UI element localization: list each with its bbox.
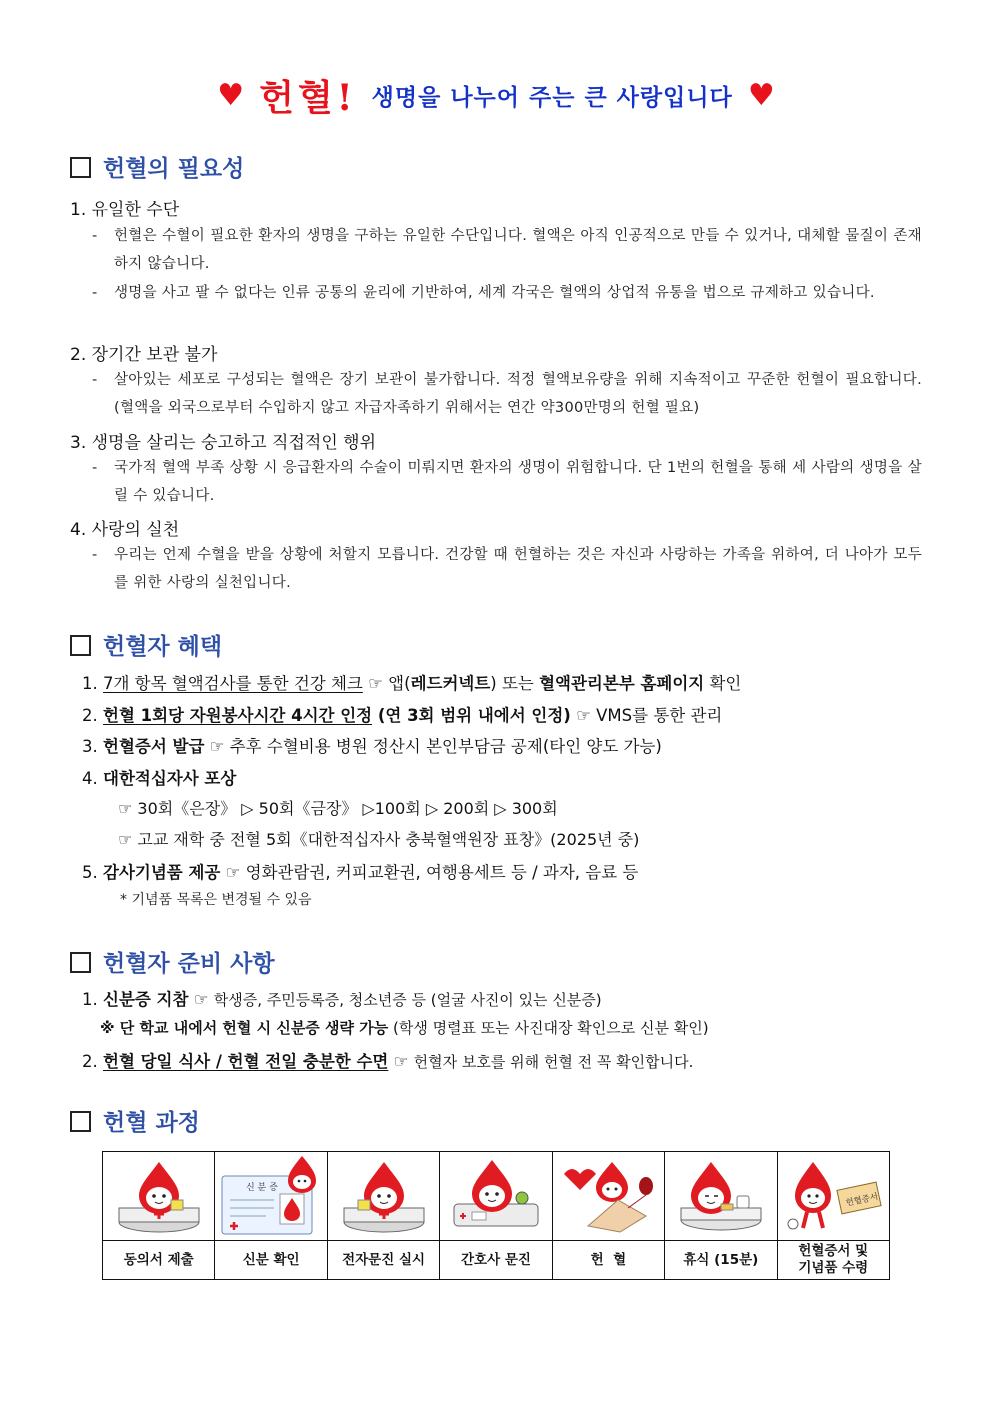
process-table (102, 1151, 890, 1280)
pointing-hand-icon: ☞ (225, 863, 241, 882)
checkbox-square-icon (70, 1111, 91, 1132)
award-levels: ☞ 30회《은장》 ▷ 50회《금장》 ▷100회 ▷ 200회 ▷ 300회 (118, 799, 558, 818)
process-step-image (103, 1152, 215, 1241)
process-step-image (440, 1152, 552, 1241)
process-step-image (552, 1152, 664, 1241)
process-step-image (215, 1152, 327, 1241)
mascot-desk-icon (109, 1156, 209, 1236)
section-heading-necessity: 헌혈의 필요성 (70, 150, 244, 183)
necessity-bullet: - 국가적 혈액 부족 상황 시 응급환자의 수술이 미뤄지면 환자의 생명이 위험합니다. 단 1번의 헌혈을 통해 세 사람의 생명을 살릴 수 있습니다. (92, 460, 922, 504)
mascot-id-card-icon (216, 1154, 326, 1238)
process-step-label: 휴식 (15분) (665, 1241, 777, 1280)
mascot-certificate-icon (783, 1156, 883, 1236)
pointing-hand-icon: ☞ (193, 990, 209, 1009)
checkbox-square-icon (70, 635, 91, 656)
necessity-bullet: - 살아있는 세포로 구성되는 혈액은 장기 보관이 불가합니다. 적정 혈액보유량을 위해 지속적이고 꾸준한 헌혈이 필요합니다. (혈액을 외국으로부터 수입하지 않고 자급자족하기 위해서는 연간 약300만명의 헌혈 필요) (92, 372, 922, 416)
section-heading-preparation: 헌혈자 준비 사항 (70, 945, 275, 978)
gift-note: * 기념품 목록은 변경될 수 있음 (120, 892, 312, 908)
preparation-note: ※ 단 학교 내에서 헌혈 시 신분증 생략 가능 (학생 명렬표 또는 사진대장 확인으로 신분 확인) (100, 1019, 709, 1037)
mascot-desk-icon (334, 1156, 434, 1236)
process-step-label: 전자문진 실시 (327, 1241, 439, 1280)
pointing-hand-icon: ☞ (576, 706, 591, 725)
benefit-item: 5. 감사기념품 제공 ☞ 영화관람권, 커피교환권, 여행용세트 등 / 과자, 음료 등 (82, 863, 639, 882)
mascot-donating-icon (558, 1156, 658, 1236)
checkbox-square-icon (70, 157, 91, 178)
necessity-item-title: 2. 장기간 보관 불가 (70, 345, 218, 365)
pointing-hand-icon: ☞ (368, 674, 383, 693)
pointing-hand-icon: ☞ (393, 1052, 409, 1071)
preparation-item: 1. 신분증 지참 ☞ 학생증, 주민등록증, 청소년증 등 (얼굴 사진이 있는 신분증) (82, 990, 602, 1009)
benefit-item: 3. 헌혈증서 발급 ☞ 추후 수혈비용 병원 정산시 본인부담금 공제(타인 양도 가능) (82, 737, 662, 756)
pointing-hand-icon: ☞ (209, 737, 225, 756)
necessity-bullet: - 우리는 언제 수혈을 받을 상황에 처할지 모릅니다. 건강할 때 헌혈하는 것은 자신과 사랑하는 가족을 위하여, 더 나아가 모두를 위한 사랑의 실천입니다. (92, 547, 922, 591)
mascot-rest-icon (671, 1156, 771, 1236)
process-step-image (327, 1152, 439, 1241)
necessity-item-title: 4. 사랑의 실천 (70, 520, 180, 540)
heart-icon: ♥ (217, 78, 245, 113)
svg-text:신 분 증: 신 분 증 (246, 1183, 278, 1193)
heart-icon: ♥ (747, 78, 775, 113)
mascot-nurse-icon (446, 1156, 546, 1236)
process-step-image (665, 1152, 777, 1241)
benefit-item: 2. 헌혈 1회당 자원봉사시간 4시간 인정 (연 3회 범위 내에서 인정) ☞ VMS를 통한 관리 (82, 706, 723, 725)
process-step-label: 헌혈증서 및 기념품 수령 (777, 1241, 889, 1280)
title-red: 헌혈! (259, 77, 357, 119)
necessity-item-title: 3. 생명을 살리는 숭고하고 직접적인 행위 (70, 433, 376, 453)
preparation-item: 2. 헌혈 당일 식사 / 헌혈 전일 충분한 수면 ☞ 헌혈자 보호를 위해 헌혈 전 꼭 확인합니다. (82, 1052, 694, 1071)
svg-text:헌혈증서: 헌혈증서 (845, 1192, 880, 1209)
process-step-label: 간호사 문진 (440, 1241, 552, 1280)
checkbox-square-icon (70, 952, 91, 973)
page-title (0, 70, 992, 121)
necessity-bullet: - 헌혈은 수혈이 필요한 환자의 생명을 구하는 유일한 수단입니다. 혈액은 아직 인공적으로 만들 수 있거나, 대체할 물질이 존재하지 않습니다. (92, 228, 922, 272)
benefit-item: 4. 대한적십자사 포상 (82, 769, 237, 788)
benefit-item: 1. 7개 항목 혈액검사를 통한 건강 체크 ☞ 앱(레드커넥트) 또는 혈액관리본부 홈페이지 확인 (82, 674, 742, 693)
section-heading-benefits: 헌혈자 혜택 (70, 628, 222, 661)
award-school: ☞ 고교 재학 중 전혈 5회《대한적십자사 충북혈액원장 표창》(2025년 중) (118, 830, 640, 849)
necessity-bullet: - 생명을 사고 팔 수 없다는 인류 공통의 윤리에 기반하여, 세계 각국은 혈액의 상업적 유통을 법으로 규제하고 있습니다. (92, 285, 875, 301)
necessity-item-title: 1. 유일한 수단 (70, 200, 180, 220)
title-blue: 생명을 나누어 주는 큰 사랑입니다 (371, 85, 733, 111)
process-step-image (777, 1152, 889, 1241)
process-step-label: 동의서 제출 (103, 1241, 215, 1280)
process-step-label: 헌 혈 (552, 1241, 664, 1280)
process-step-label: 신분 확인 (215, 1241, 327, 1280)
section-heading-process: 헌혈 과정 (70, 1104, 200, 1137)
